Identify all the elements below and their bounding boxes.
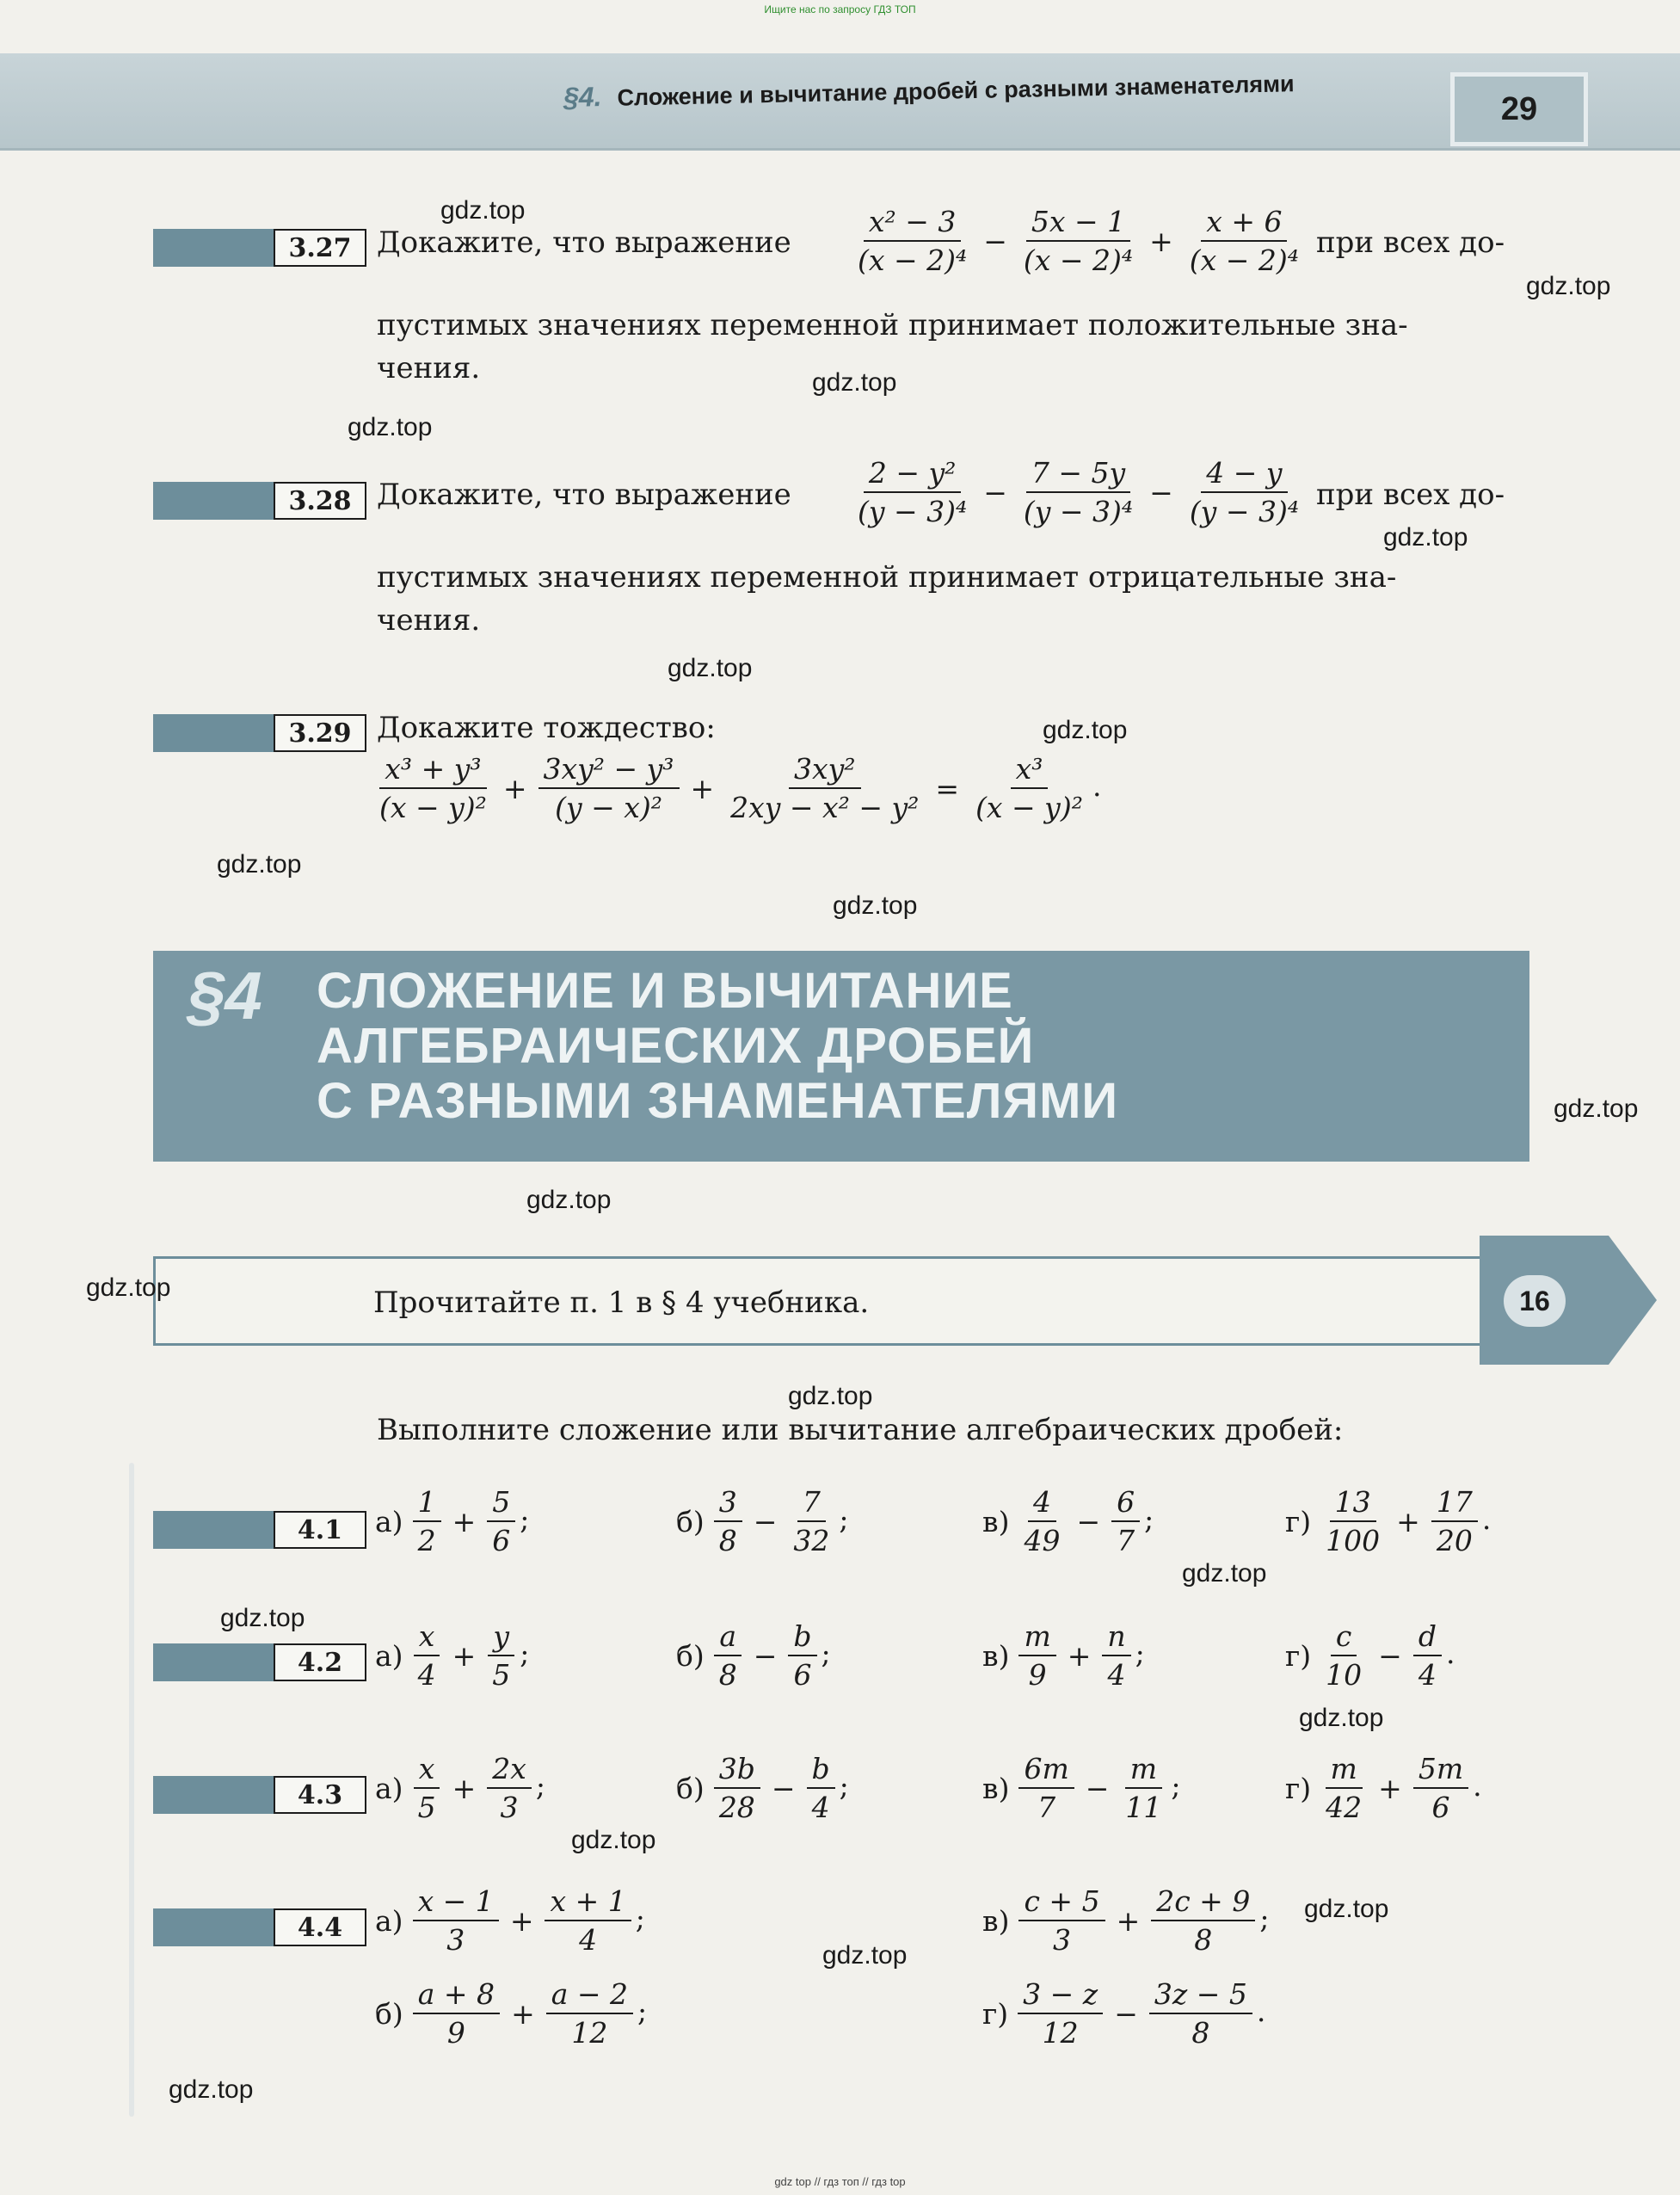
ex44-b: б) $\frac{a + 8}{9}$ + $\frac{a - 2}{12}$ ; [375, 1977, 648, 2050]
ex42-c: в) $\frac{m}{9}$ + $\frac{n}{4}$ ; [982, 1619, 1145, 1692]
ex42-b: б) $\frac{a}{8}$ − $\frac{b}{6}$ ; [676, 1619, 831, 1692]
margin-decoration [129, 1463, 134, 2117]
ex329-identity: $\frac{\text{x³ + y³}}{\text{(x − y)²}}$ + $\frac{\text{3xy² − y³}}{\text{(y − x)²}}$ + $\frac{\text{3xy²}}{\text{2xy − x² − y²}}$ = $\frac{\text{x³}}{\text{(x − y)²}}$ . [370, 752, 1101, 824]
ex329-lead: Докажите тождество: [377, 711, 716, 745]
fraction: $\frac{\text{x² − 3}}{\text{(x − 2)⁴}}$ [858, 205, 968, 277]
fraction: $\frac{4 - y}{\text{(y − 3)⁴}}$ [1189, 456, 1300, 528]
ex327-lead: Докажите, что выражение [377, 225, 791, 260]
watermark: gdz.top [1304, 1895, 1389, 1923]
fraction: $\frac{\text{3xy²}}{\text{2xy − x² − y²}}$ [730, 752, 920, 824]
watermark: gdz.top [217, 850, 302, 879]
watermark: gdz.top [1043, 716, 1128, 744]
fraction: $\frac{\text{x³ + y³}}{\text{(x − y)²}}$ [379, 752, 487, 824]
fraction: $\frac{x + 6}{\text{(x − 2)⁴}}$ [1189, 205, 1299, 277]
section-sign: §4 [188, 958, 262, 1033]
ex328-line3: чения. [377, 603, 481, 638]
fraction: $\frac{\text{x³}}{\text{(x − y)²}}$ [975, 752, 1083, 824]
exercise-bar [153, 1643, 274, 1681]
fraction: $\frac{7 - 5y}{\text{(y − 3)⁴}}$ [1023, 456, 1134, 528]
exercise-number-label: 3.29 [274, 714, 366, 752]
watermark: gdz.top [169, 2075, 254, 2104]
ex328-expression: $\frac{\text{2 − y²}}{\text{(y − 3)⁴}}$ − $\frac{7 - 5y}{\text{(y − 3)⁴}}$ − $\frac{4 - y}{\text{(y − 3)⁴}}$ [848, 456, 1308, 528]
ex328-line2: пустимых значениях переменной принимает отрицательные зна- [377, 560, 1397, 595]
section-title-line-3: С РАЗНЫМИ ЗНАМЕНАТЕЛЯМИ [317, 1073, 1119, 1129]
textbook-page-badge: 16 [1504, 1275, 1566, 1327]
watermark: gdz.top [220, 1604, 305, 1632]
top-note: Ищите нас по запросу ГДЗ ТОП [764, 3, 916, 15]
section-title-line-2: АЛГЕБРАИЧЕСКИХ ДРОБЕЙ [317, 1018, 1035, 1074]
exercise-bar [153, 1511, 274, 1549]
reading-assignment-text: Прочитайте п. 1 в § 4 учебника. [373, 1286, 870, 1320]
ex328-lead: Докажите, что выражение [377, 478, 791, 512]
ex41-b: б) $\frac{3}{8}$ − $\frac{7}{32}$ ; [676, 1485, 849, 1557]
watermark: gdz.top [788, 1382, 873, 1410]
exercise-bar [153, 229, 274, 267]
header-title: Сложение и вычитание дробей с разными знаменателями [617, 71, 1295, 111]
exercise-number-label: 4.1 [274, 1511, 366, 1549]
ex42-a: а) $\frac{x}{4}$ + $\frac{y}{5}$ ; [375, 1619, 530, 1692]
arrow-tip-icon [1609, 1236, 1657, 1365]
exercise-number-label: 4.3 [274, 1776, 366, 1814]
ex44-d: г) $\frac{3 - z}{12}$ − $\frac{3z - 5}{8}$ . [982, 1977, 1266, 2050]
watermark: gdz.top [812, 368, 897, 397]
watermark: gdz.top [348, 413, 433, 441]
ex41-d: г) $\frac{13}{100}$ + $\frac{17}{20}$ . [1285, 1485, 1492, 1557]
instruction-text: Выполните сложение или вычитание алгебраических дробей: [377, 1413, 1344, 1447]
ex327-tail: при всех до- [1316, 225, 1505, 260]
ex44-c: в) $\frac{c + 5}{3}$ + $\frac{2c + 9}{8}$ ; [982, 1884, 1270, 1957]
fraction: $\frac{\text{2 − y²}}{\text{(y − 3)⁴}}$ [858, 456, 968, 528]
ex41-c: в) $\frac{4}{49}$ − $\frac{6}{7}$ ; [982, 1485, 1154, 1557]
ex43-a: а) $\frac{x}{5}$ + $\frac{2x}{3}$ ; [375, 1752, 545, 1824]
watermark: gdz.top [1383, 523, 1468, 552]
watermark: gdz.top [833, 891, 918, 920]
ex328-tail: при всех до- [1316, 478, 1505, 512]
watermark: gdz.top [1554, 1094, 1639, 1123]
ex42-d: г) $\frac{c}{10}$ − $\frac{d}{4}$ . [1285, 1619, 1455, 1692]
exercise-bar [153, 1776, 274, 1814]
watermark: gdz.top [1526, 272, 1611, 300]
watermark: gdz.top [668, 654, 753, 682]
page-number: 29 [1450, 72, 1588, 146]
watermark: gdz.top [1182, 1559, 1267, 1588]
fraction: $\frac{5x - 1}{\text{(x − 2)⁴}}$ [1023, 205, 1134, 277]
ex327-line3: чения. [377, 351, 481, 385]
exercise-bar [153, 1908, 274, 1946]
header-section-sign: §4. [563, 81, 602, 113]
ex43-c: в) $\frac{6m}{7}$ − $\frac{m}{11}$ ; [982, 1752, 1181, 1824]
ex43-b: б) $\frac{3b}{28}$ − $\frac{b}{4}$ ; [676, 1752, 849, 1824]
ex327-expression: $\frac{\text{x² − 3}}{\text{(x − 2)⁴}}$ − $\frac{5x - 1}{\text{(x − 2)⁴}}$ + $\frac{x + 6}{\text{(x − 2)⁴}}$ [848, 205, 1308, 277]
watermark: gdz.top [822, 1941, 908, 1970]
bottom-note: gdz top // гдз топ // гдз top [774, 2175, 906, 2188]
exercise-bar [153, 482, 274, 520]
section-title-line-1: СЛОЖЕНИЕ И ВЫЧИТАНИЕ [317, 963, 1013, 1019]
exercise-number-label: 3.27 [274, 229, 366, 267]
watermark: gdz.top [1299, 1704, 1384, 1732]
watermark: gdz.top [571, 1826, 656, 1854]
watermark: gdz.top [86, 1273, 171, 1302]
exercise-bar [153, 714, 274, 752]
exercise-number-label: 4.2 [274, 1643, 366, 1681]
exercise-number-label: 4.4 [274, 1908, 366, 1946]
ex44-a: а) $\frac{x - 1}{3}$ + $\frac{x + 1}{4}$ ; [375, 1884, 645, 1957]
watermark: gdz.top [440, 196, 526, 225]
watermark: gdz.top [526, 1186, 612, 1214]
ex43-d: г) $\frac{m}{42}$ + $\frac{5m}{6}$ . [1285, 1752, 1482, 1824]
ex41-a: а) $\frac{1}{2}$ + $\frac{5}{6}$ ; [375, 1485, 530, 1557]
exercise-number-label: 3.28 [274, 482, 366, 520]
fraction: $\frac{\text{3xy² − y³}}{\text{(y − x)²}}$ [538, 752, 680, 824]
ex327-line2: пустимых значениях переменной принимает положительные зна- [377, 308, 1408, 342]
